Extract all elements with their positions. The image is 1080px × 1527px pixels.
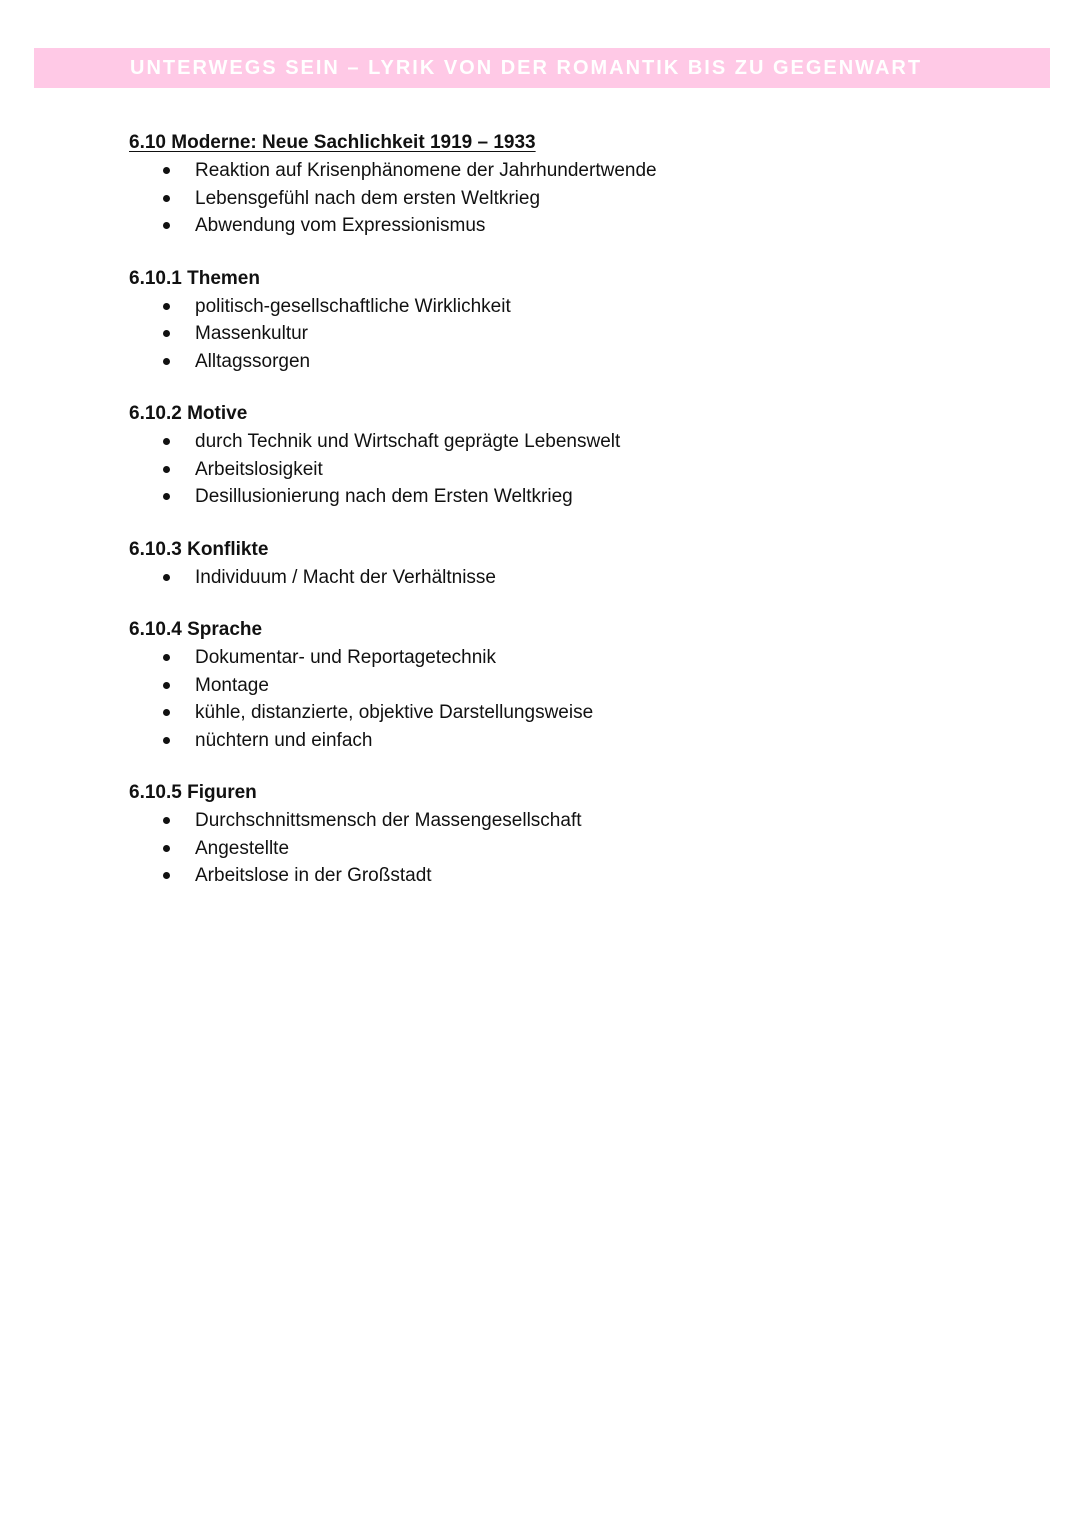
list-item — [129, 807, 989, 835]
bullet-icon — [163, 303, 170, 310]
header-bar — [34, 48, 1050, 88]
subsection-heading: 6.10.3 Konflikte — [129, 538, 269, 560]
bullet-list — [129, 293, 989, 376]
subsection-konflikte — [129, 536, 989, 592]
bullet-icon — [163, 817, 170, 824]
list-item — [129, 157, 989, 185]
bullet-icon — [163, 438, 170, 445]
list-item-text: Alltagssorgen — [195, 350, 311, 372]
list-item — [129, 320, 989, 348]
bullet-list — [129, 807, 989, 890]
bullet-icon — [163, 737, 170, 744]
list-item — [129, 456, 989, 484]
bullet-icon — [163, 195, 170, 202]
bullet-list — [129, 564, 989, 592]
list-item — [129, 644, 989, 672]
subsection-figuren — [129, 779, 989, 890]
list-item — [129, 699, 989, 727]
list-item — [129, 835, 989, 863]
bullet-icon — [163, 709, 170, 716]
subsection-heading: 6.10.5 Figuren — [129, 782, 257, 803]
bullet-icon — [163, 654, 170, 661]
list-item — [129, 483, 989, 511]
section-heading: 6.10 Moderne: Neue Sachlichkeit 1919 – 1933 — [129, 132, 536, 153]
list-item — [129, 428, 989, 456]
list-item-text: Desillusionierung nach dem Ersten Weltkrieg — [195, 486, 573, 507]
bullet-icon — [163, 222, 170, 229]
list-item — [129, 348, 989, 376]
list-item-text: Angestellte — [195, 837, 290, 859]
list-item-text: Arbeitslosigkeit — [195, 458, 323, 480]
bullet-icon — [163, 358, 170, 365]
list-item — [129, 212, 989, 240]
subsection-heading: 6.10.4 Sprache — [129, 619, 263, 640]
bullet-icon — [163, 167, 170, 174]
bullet-list — [129, 157, 989, 240]
list-item — [129, 727, 989, 755]
bullet-icon — [163, 682, 170, 689]
section-neue-sachlichkeit — [129, 129, 989, 240]
list-item-text: kühle, distanzierte, objektive Darstellungsweise — [195, 702, 594, 723]
subsection-motive — [129, 400, 989, 511]
list-item-text: Reaktion auf Krisenphänomene der Jahrhundertwende — [195, 160, 657, 181]
bullet-icon — [163, 872, 170, 879]
bullet-icon — [163, 330, 170, 337]
list-item — [129, 185, 989, 213]
list-item-text: Arbeitslose in der Großstadt — [195, 865, 432, 886]
bullet-list — [129, 644, 989, 754]
list-item — [129, 564, 989, 592]
subsection-sprache — [129, 616, 989, 754]
bullet-icon — [163, 845, 170, 852]
list-item-text: Lebensgefühl nach dem ersten Weltkrieg — [195, 187, 541, 209]
bullet-icon — [163, 493, 170, 500]
list-item-text: durch Technik und Wirtschaft geprägte Lebenswelt — [195, 431, 621, 452]
list-item-text: Massenkultur — [195, 323, 308, 344]
bullet-icon — [163, 466, 170, 473]
list-item — [129, 293, 989, 321]
document-content — [129, 129, 989, 890]
list-item-text: Dokumentar- und Reportagetechnik — [195, 647, 497, 668]
list-item-text: Individuum / Macht der Verhältnisse — [195, 566, 496, 588]
list-item-text: politisch-gesellschaftliche Wirklichkeit — [195, 295, 511, 317]
list-item — [129, 672, 989, 700]
list-item — [129, 862, 989, 890]
list-item-text: nüchtern und einfach — [195, 729, 373, 751]
subsection-themen — [129, 265, 989, 376]
list-item-text: Montage — [195, 674, 269, 696]
list-item-text: Abwendung vom Expressionismus — [195, 215, 486, 236]
header-title: UNTERWEGS SEIN – LYRIK VON DER ROMANTIK BIS ZU GEGENWART — [130, 56, 923, 79]
bullet-icon — [163, 574, 170, 581]
list-item-text: Durchschnittsmensch der Massengesellschaft — [195, 810, 582, 831]
subsection-heading: 6.10.2 Motive — [129, 403, 248, 424]
subsection-heading: 6.10.1 Themen — [129, 267, 260, 289]
bullet-list — [129, 428, 989, 511]
